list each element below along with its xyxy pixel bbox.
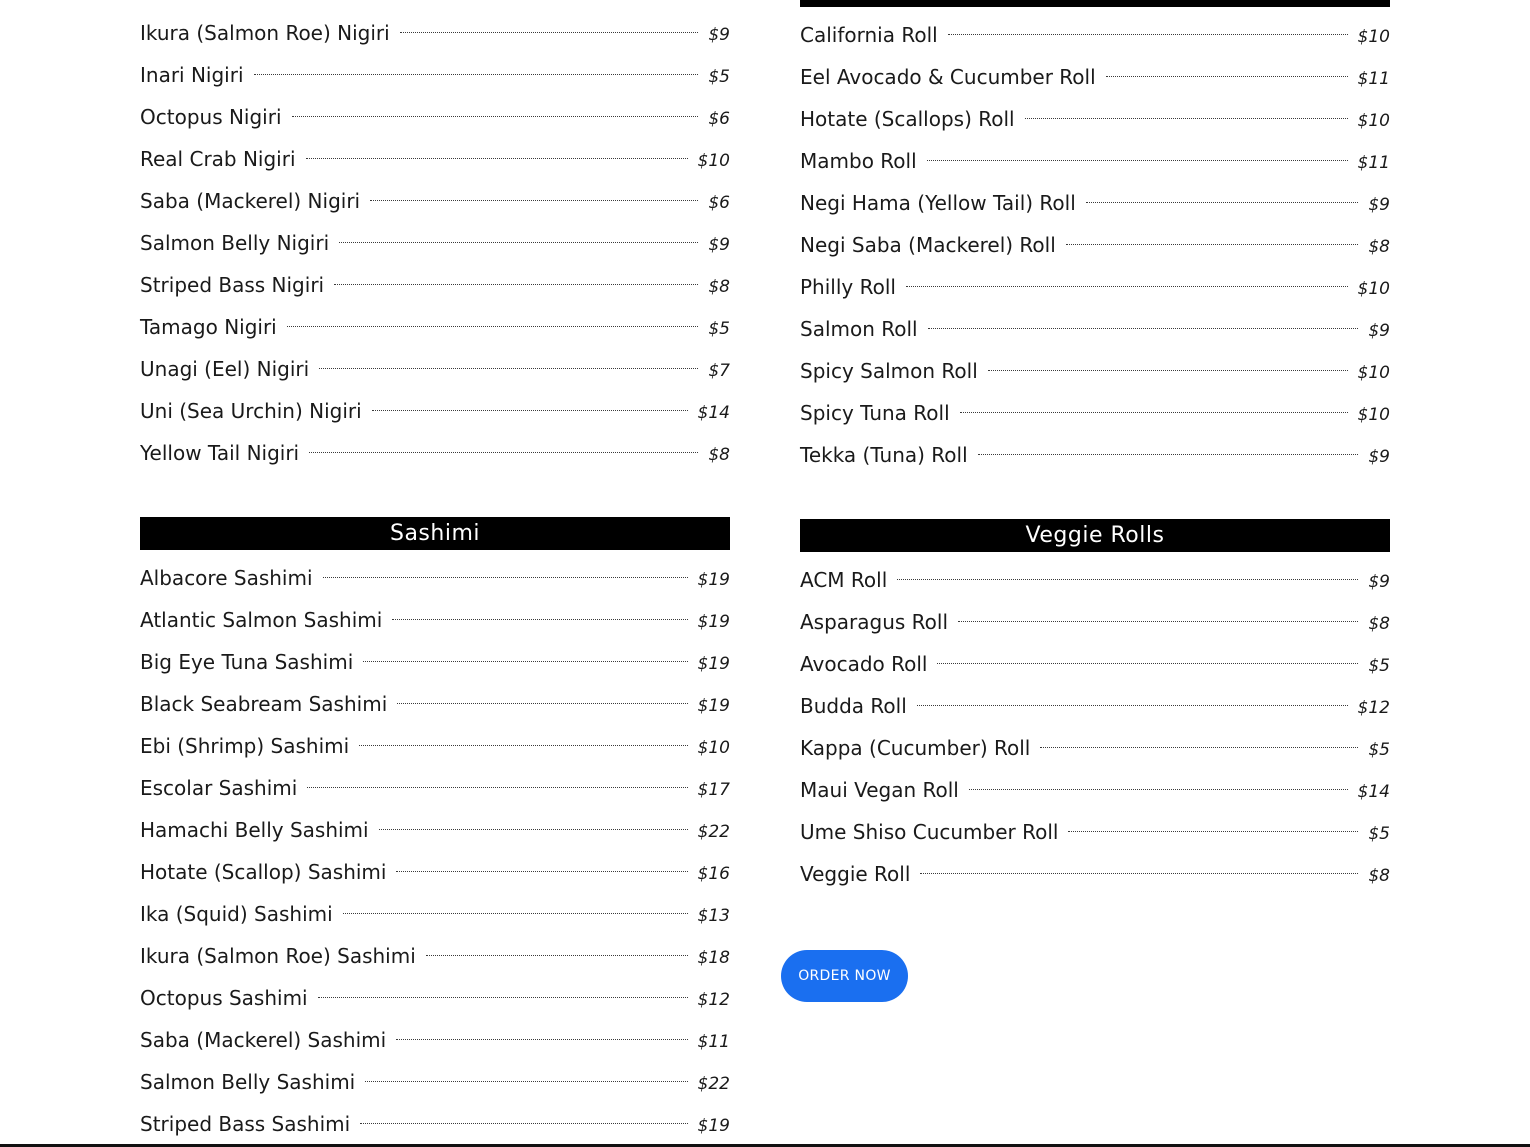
- dotted-leader: [396, 871, 687, 872]
- menu-item-name: Philly Roll: [800, 275, 896, 299]
- dotted-leader: [1025, 118, 1348, 119]
- menu-item-price: $10: [1357, 405, 1390, 425]
- menu-item-price: $11: [1357, 69, 1390, 89]
- menu-item-price: $9: [708, 25, 730, 45]
- dotted-leader: [1086, 202, 1359, 203]
- dotted-leader: [897, 579, 1358, 580]
- dotted-leader: [292, 116, 699, 117]
- menu-item-name: Tekka (Tuna) Roll: [800, 443, 968, 467]
- dotted-leader: [1106, 76, 1348, 77]
- menu-item-name: Atlantic Salmon Sashimi: [140, 608, 383, 632]
- menu-item-price: $19: [697, 612, 730, 632]
- menu-item: [140, 599, 730, 641]
- rolls-list: [800, 14, 1390, 476]
- menu-item-name: Eel Avocado & Cucumber Roll: [800, 65, 1096, 89]
- menu-item-price: $19: [697, 1116, 730, 1136]
- menu-item: [800, 727, 1390, 769]
- menu-item-price: $10: [1357, 279, 1390, 299]
- menu-item-name: Octopus Nigiri: [140, 105, 282, 129]
- dotted-leader: [392, 619, 687, 620]
- dotted-leader: [370, 200, 698, 201]
- menu-item: [140, 348, 730, 390]
- dotted-leader: [396, 1039, 687, 1040]
- menu-item: [140, 977, 730, 1019]
- menu-item: [800, 308, 1390, 350]
- menu-item-name: Uni (Sea Urchin) Nigiri: [140, 399, 362, 423]
- sashimi-title: Sashimi: [389, 521, 480, 546]
- dotted-leader: [254, 74, 699, 75]
- dotted-leader: [334, 284, 698, 285]
- dotted-leader: [1066, 244, 1359, 245]
- menu-item-name: Kappa (Cucumber) Roll: [800, 736, 1031, 760]
- menu-item-name: Hotate (Scallop) Sashimi: [140, 860, 387, 884]
- menu-item: [140, 683, 730, 725]
- menu-item-name: Octopus Sashimi: [140, 986, 308, 1010]
- menu-item-price: $12: [1357, 698, 1390, 718]
- sashimi-list: [140, 557, 730, 1145]
- menu-item: [800, 56, 1390, 98]
- menu-item: [800, 224, 1390, 266]
- menu-item-name: Saba (Mackerel) Nigiri: [140, 189, 361, 213]
- dotted-leader: [343, 913, 688, 914]
- menu-item-price: $6: [708, 109, 730, 129]
- menu-item: [140, 641, 730, 683]
- order-now-button[interactable]: ORDER NOW: [781, 950, 908, 1002]
- dotted-leader: [309, 452, 698, 453]
- menu-item-price: $22: [697, 1074, 730, 1094]
- menu-item-name: Salmon Belly Nigiri: [140, 231, 330, 255]
- menu-item-name: Albacore Sashimi: [140, 566, 313, 590]
- veggie-rolls-title: Veggie Rolls: [1025, 523, 1165, 548]
- menu-item-name: Striped Bass Sashimi: [140, 1112, 351, 1136]
- menu-item-price: $5: [708, 319, 730, 339]
- menu-item-price: $9: [1368, 572, 1390, 592]
- menu-item-name: Veggie Roll: [800, 862, 911, 886]
- menu-item-name: California Roll: [800, 23, 938, 47]
- menu-item-name: Big Eye Tuna Sashimi: [140, 650, 354, 674]
- menu-item: [800, 140, 1390, 182]
- dotted-leader: [318, 997, 688, 998]
- menu-item-price: $22: [697, 822, 730, 842]
- dotted-leader: [960, 412, 1348, 413]
- menu-item: [800, 392, 1390, 434]
- nigiri-list: [140, 12, 730, 474]
- dotted-leader: [927, 160, 1348, 161]
- veggie-rolls-list: [800, 559, 1390, 895]
- menu-item-price: $9: [1368, 447, 1390, 467]
- menu-item: [800, 14, 1390, 56]
- menu-item: [800, 434, 1390, 476]
- dotted-leader: [978, 454, 1359, 455]
- dotted-leader: [958, 621, 1358, 622]
- menu-item-price: $8: [1368, 866, 1390, 886]
- menu-item-name: Ikura (Salmon Roe) Sashimi: [140, 944, 416, 968]
- menu-item-price: $7: [708, 361, 730, 381]
- menu-item: [140, 306, 730, 348]
- menu-item: [140, 851, 730, 893]
- menu-item: [140, 935, 730, 977]
- dotted-leader: [372, 410, 688, 411]
- dotted-leader: [948, 34, 1348, 35]
- menu-item-name: Salmon Roll: [800, 317, 918, 341]
- menu-item: [800, 182, 1390, 224]
- menu-item-name: Asparagus Roll: [800, 610, 949, 634]
- menu-item-price: $9: [708, 235, 730, 255]
- menu-item: [140, 557, 730, 599]
- menu-item-price: $10: [1357, 363, 1390, 383]
- menu-item: [140, 390, 730, 432]
- menu-item-name: Black Seabream Sashimi: [140, 692, 388, 716]
- menu-item-name: Negi Hama (Yellow Tail) Roll: [800, 191, 1076, 215]
- menu-item-price: $14: [697, 403, 730, 423]
- dotted-leader: [937, 663, 1358, 664]
- dotted-leader: [988, 370, 1348, 371]
- dotted-leader: [360, 1123, 687, 1124]
- dotted-leader: [906, 286, 1348, 287]
- dotted-leader: [339, 242, 698, 243]
- menu-item-name: Ebi (Shrimp) Sashimi: [140, 734, 350, 758]
- menu-item-price: $5: [708, 67, 730, 87]
- menu-item: [140, 222, 730, 264]
- menu-item-name: Budda Roll: [800, 694, 907, 718]
- dotted-leader: [319, 368, 698, 369]
- dotted-leader: [359, 745, 687, 746]
- menu-item-name: ACM Roll: [800, 568, 888, 592]
- menu-item-price: $10: [697, 738, 730, 758]
- menu-item-name: Maui Vegan Roll: [800, 778, 959, 802]
- menu-item: [800, 811, 1390, 853]
- dotted-leader: [928, 328, 1359, 329]
- menu-item-price: $18: [697, 948, 730, 968]
- dotted-leader: [426, 955, 688, 956]
- menu-item-name: Saba (Mackerel) Sashimi: [140, 1028, 387, 1052]
- menu-item: [140, 138, 730, 180]
- menu-item: [800, 769, 1390, 811]
- menu-item: [800, 350, 1390, 392]
- menu-item: [800, 643, 1390, 685]
- menu-item-price: $6: [708, 193, 730, 213]
- menu-item-name: Hamachi Belly Sashimi: [140, 818, 369, 842]
- menu-item-name: Ikura (Salmon Roe) Nigiri: [140, 21, 390, 45]
- menu-item: [140, 893, 730, 935]
- menu-item-price: $10: [1357, 27, 1390, 47]
- dotted-leader: [365, 1081, 687, 1082]
- menu-item: [140, 809, 730, 851]
- menu-item: [800, 98, 1390, 140]
- dotted-leader: [307, 787, 687, 788]
- dotted-leader: [1040, 747, 1358, 748]
- menu-item-price: $8: [1368, 614, 1390, 634]
- dotted-leader: [363, 661, 687, 662]
- menu-item-name: Inari Nigiri: [140, 63, 244, 87]
- dotted-leader: [917, 705, 1348, 706]
- menu-item: [140, 432, 730, 474]
- menu-item-price: $5: [1368, 656, 1390, 676]
- menu-item: [800, 853, 1390, 895]
- menu-item-price: $8: [708, 445, 730, 465]
- menu-item-name: Ume Shiso Cucumber Roll: [800, 820, 1059, 844]
- dotted-leader: [287, 326, 699, 327]
- menu-item-name: Mambo Roll: [800, 149, 917, 173]
- menu-item-price: $14: [1357, 782, 1390, 802]
- dotted-leader: [1068, 831, 1358, 832]
- menu-item: [140, 12, 730, 54]
- dotted-leader: [379, 829, 688, 830]
- dotted-leader: [323, 577, 688, 578]
- dotted-leader: [400, 32, 699, 33]
- menu-item-price: $8: [708, 277, 730, 297]
- menu-item-name: Real Crab Nigiri: [140, 147, 296, 171]
- menu-item: [140, 54, 730, 96]
- menu-item: [800, 559, 1390, 601]
- menu-item-price: $11: [697, 1032, 730, 1052]
- dotted-leader: [920, 873, 1358, 874]
- menu-item: [140, 264, 730, 306]
- menu-item-price: $5: [1368, 740, 1390, 760]
- menu-item-price: $10: [1357, 111, 1390, 131]
- menu-item-price: $9: [1368, 321, 1390, 341]
- left-column: [140, 0, 730, 1147]
- menu-item-name: Ika (Squid) Sashimi: [140, 902, 333, 926]
- menu-item-price: $8: [1368, 237, 1390, 257]
- menu-item: [800, 601, 1390, 643]
- menu-item: [140, 1061, 730, 1103]
- menu-item-name: Avocado Roll: [800, 652, 928, 676]
- dotted-leader: [306, 158, 688, 159]
- dotted-leader: [969, 789, 1348, 790]
- menu-item-name: Escolar Sashimi: [140, 776, 298, 800]
- menu-item-name: Hotate (Scallops) Roll: [800, 107, 1015, 131]
- menu-item-name: Unagi (Eel) Nigiri: [140, 357, 310, 381]
- menu-item: [800, 266, 1390, 308]
- menu-item-name: Salmon Belly Sashimi: [140, 1070, 356, 1094]
- menu-item: [800, 685, 1390, 727]
- dotted-leader: [397, 703, 687, 704]
- menu-item: [140, 767, 730, 809]
- menu-item-price: $5: [1368, 824, 1390, 844]
- menu-item-price: $19: [697, 654, 730, 674]
- rolls-header-bar: [800, 0, 1390, 7]
- menu-item-name: Spicy Salmon Roll: [800, 359, 978, 383]
- menu-item-price: $16: [697, 864, 730, 884]
- menu-item-price: $9: [1368, 195, 1390, 215]
- menu-item: [140, 180, 730, 222]
- menu-item: [140, 1019, 730, 1061]
- menu-item-price: $19: [697, 570, 730, 590]
- menu-item-name: Tamago Nigiri: [140, 315, 277, 339]
- sashimi-header: [140, 517, 730, 550]
- menu-item-price: $10: [697, 151, 730, 171]
- menu-item-price: $11: [1357, 153, 1390, 173]
- menu-item: [140, 725, 730, 767]
- menu-item-price: $12: [697, 990, 730, 1010]
- menu-item-price: $13: [697, 906, 730, 926]
- menu-item: [140, 1103, 730, 1145]
- veggie-rolls-header: [800, 519, 1390, 552]
- menu-item-name: Spicy Tuna Roll: [800, 401, 950, 425]
- menu-item-name: Striped Bass Nigiri: [140, 273, 325, 297]
- menu-item-name: Yellow Tail Nigiri: [140, 441, 300, 465]
- menu-item: [140, 96, 730, 138]
- menu-item-name: Negi Saba (Mackerel) Roll: [800, 233, 1056, 257]
- menu-item-price: $19: [697, 696, 730, 716]
- menu-item-price: $17: [697, 780, 730, 800]
